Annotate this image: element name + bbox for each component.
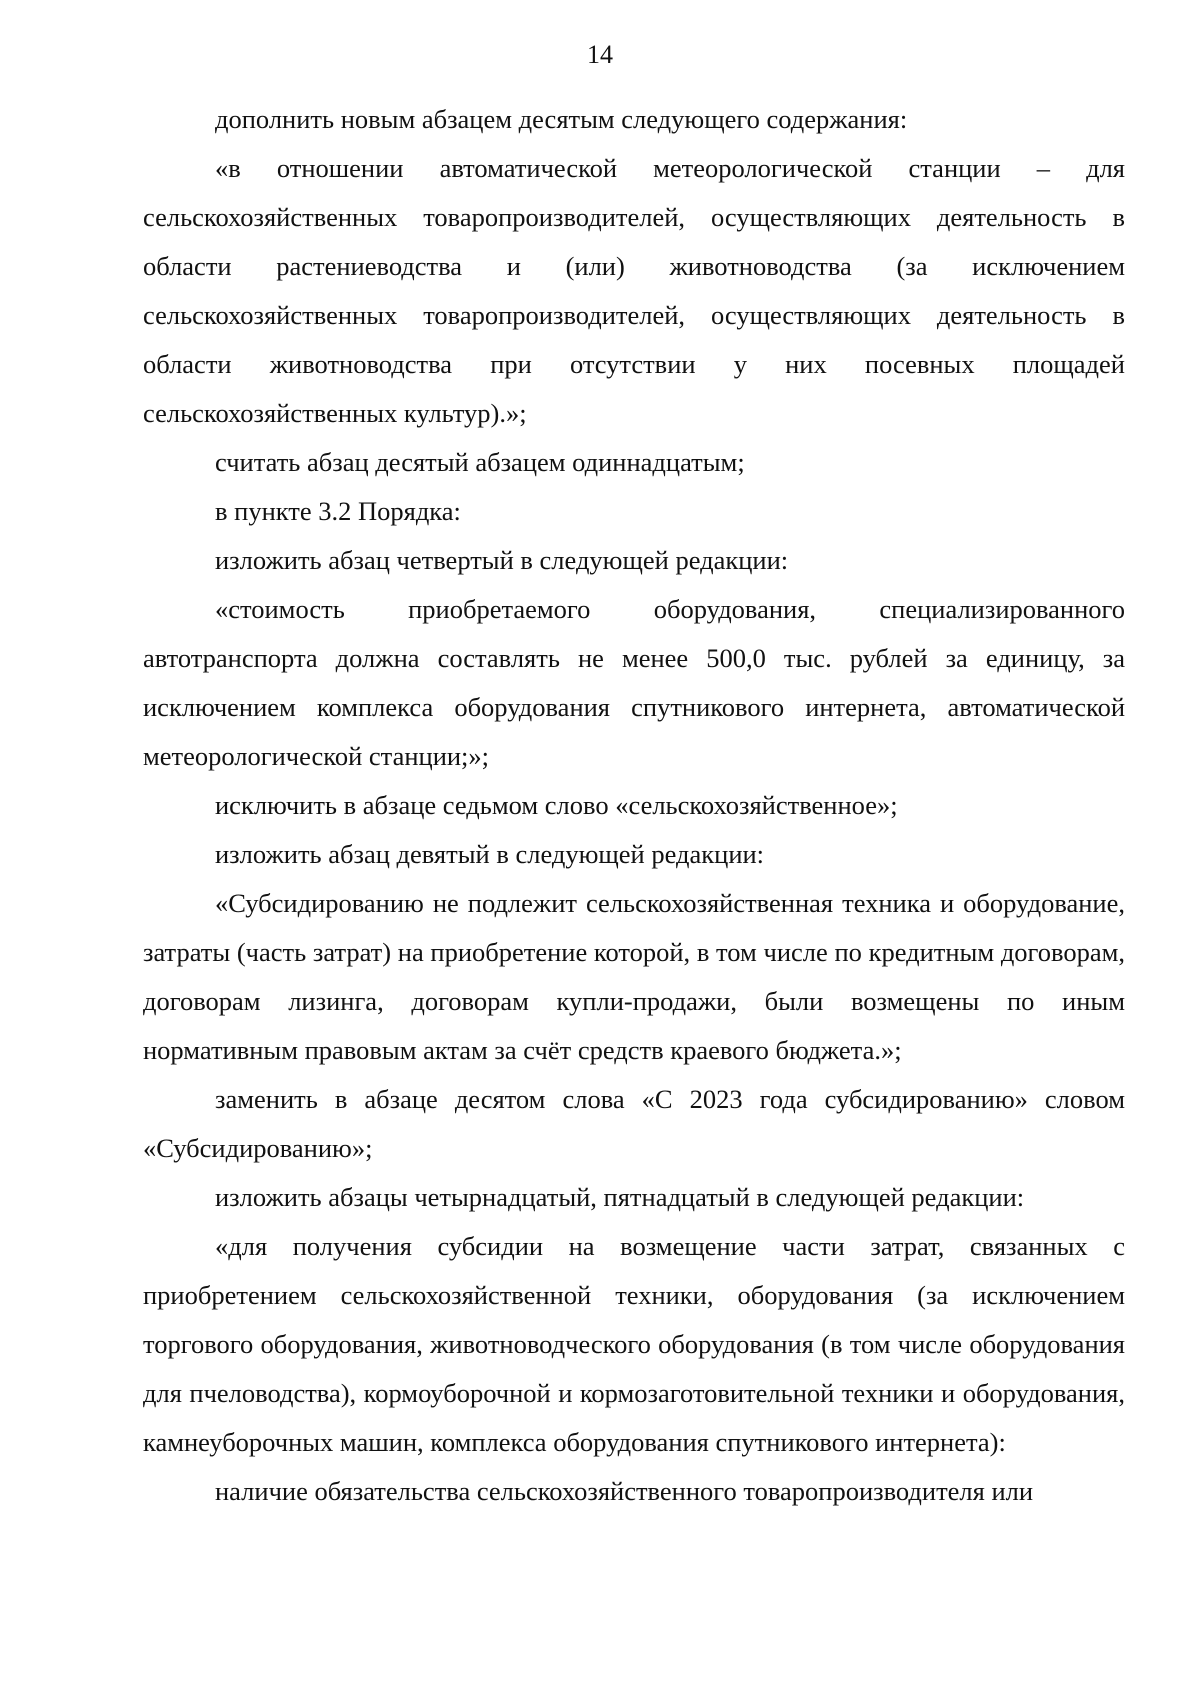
paragraph-7: исключить в абзаце седьмом слово «сельскохозяйственное»;	[215, 790, 898, 820]
paragraph-10: заменить в абзаце десятом слова «С 2023 года субсидированию» словом «Субсидированию»;	[143, 1084, 1125, 1163]
paragraph-2: «в отношении автоматической метеорологической станции – для сельскохозяйственных товаропроизводителей, осуществляющих деятельность в области растениеводства и (или) животноводства (за исключением сельскохозяйственных товаропроизводителей, осуществляющих деятельность в области животноводства при отсутствии у них посевных площадей сельскохозяйственных культур).»;	[143, 153, 1125, 428]
paragraph-4: в пункте 3.2 Порядка:	[215, 496, 461, 526]
document-body	[143, 95, 1125, 1516]
page-number: 14	[587, 40, 613, 69]
paragraph-12: «для получения субсидии на возмещение части затрат, связанных с приобретением сельскохозяйственной техники, оборудования (за исключением торгового оборудования, животноводческого оборудования (в том числе оборудования для пчеловодства), кормоуборочной и кормозаготовительной техники и оборудования, камнеуборочных машин, комплекса оборудования спутникового интернета):	[143, 1231, 1125, 1457]
paragraph-6: «стоимость приобретаемого оборудования, специализированного автотранспорта должна составлять не менее 500,0 тыс. рублей за единицу, за исключением комплекса оборудования спутникового интернета, автоматической метеорологической станции;»;	[143, 594, 1125, 771]
paragraph-3: считать абзац десятый абзацем одиннадцатым;	[215, 447, 745, 477]
paragraph-11: изложить абзацы четырнадцатый, пятнадцатый в следующей редакции:	[215, 1182, 1025, 1212]
paragraph-5: изложить абзац четвертый в следующей редакции:	[215, 545, 789, 575]
paragraph-9: «Субсидированию не подлежит сельскохозяйственная техника и оборудование, затраты (часть затрат) на приобретение которой, в том числе по кредитным договорам, договорам лизинга, договорам купли-продажи, были возмещены по иным нормативным правовым актам за счёт средств краевого бюджета.»;	[143, 888, 1125, 1065]
paragraph-8: изложить абзац девятый в следующей редакции:	[215, 839, 765, 869]
paragraph-1: дополнить новым абзацем десятым следующего содержания:	[215, 104, 908, 134]
paragraph-13: наличие обязательства сельскохозяйственного товаропроизводителя или	[215, 1476, 1034, 1506]
